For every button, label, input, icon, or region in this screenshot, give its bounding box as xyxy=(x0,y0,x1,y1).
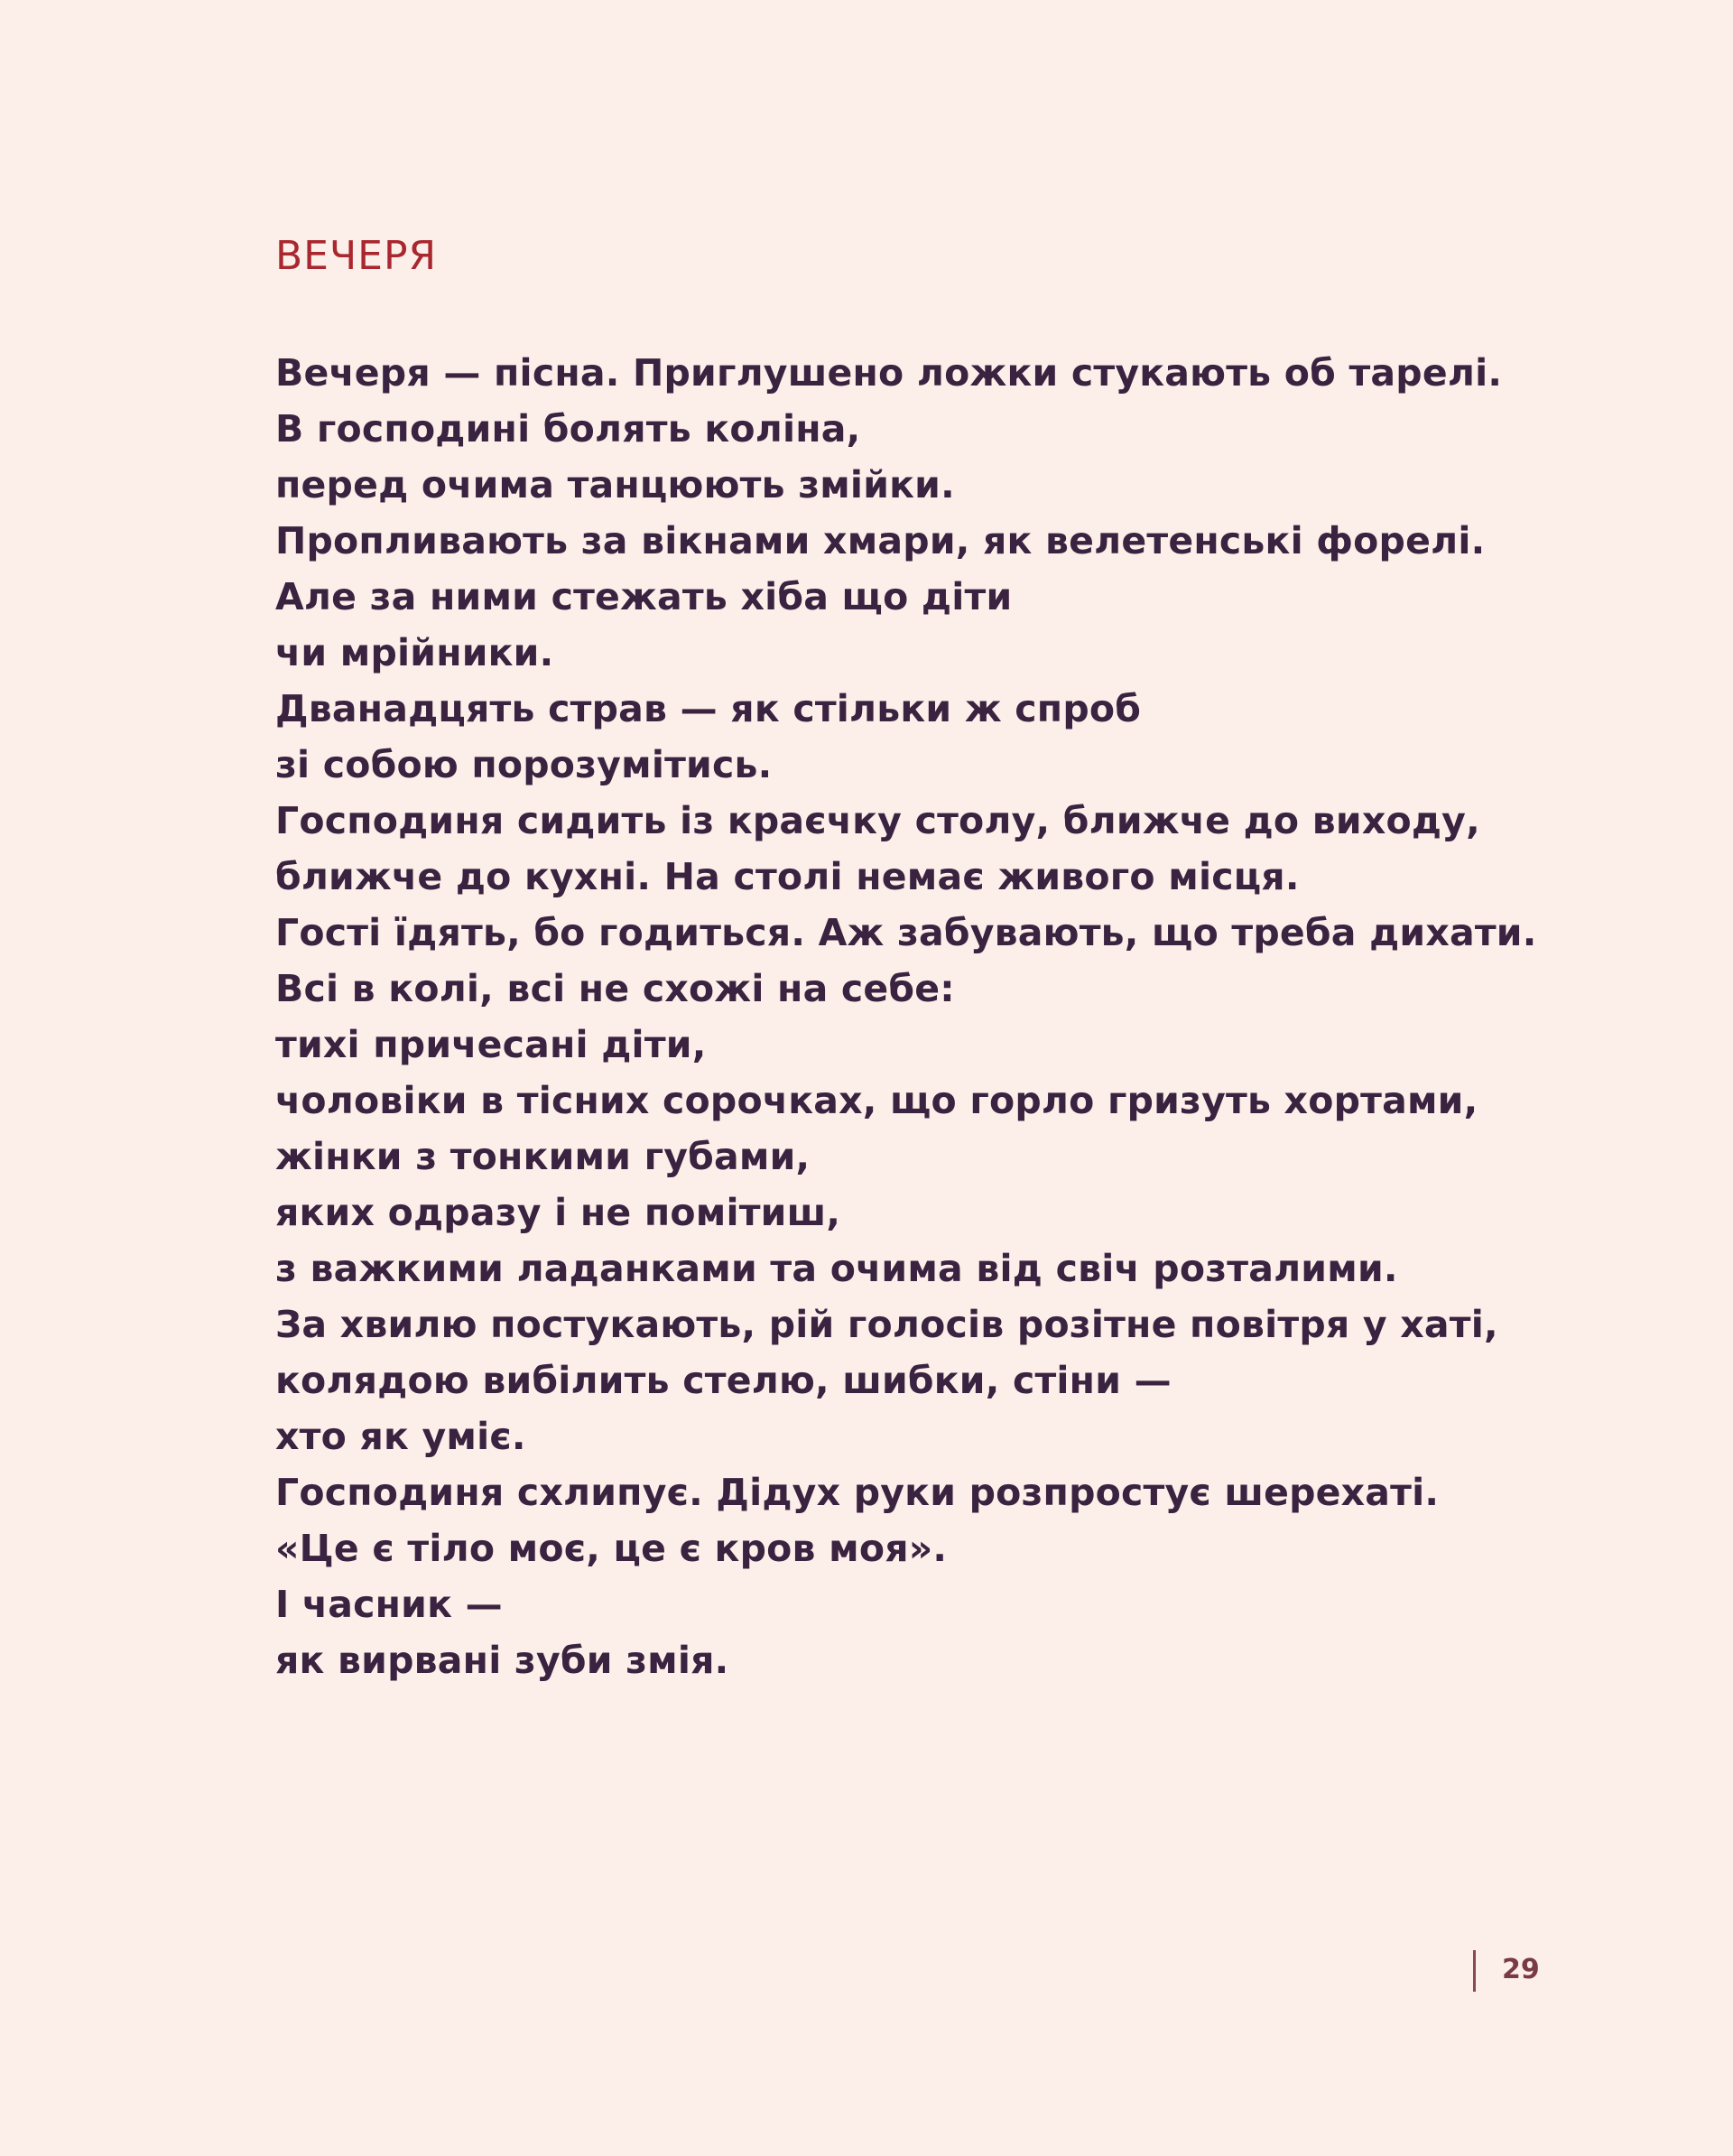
poem-line: За хвилю постукають, рій голосів розітне повітря у хаті, xyxy=(275,1303,1498,1346)
poem-line: Дванадцять страв — як стільки ж спроб xyxy=(275,687,1142,730)
page-number: 29 xyxy=(1502,1954,1540,1985)
poem-line: тихі причесані діти, xyxy=(275,1023,707,1066)
poem-line: Всі в колі, всі не схожі на себе: xyxy=(275,967,955,1010)
poem-line: Господиня сидить із краєчку столу, ближче до виходу, xyxy=(275,799,1480,842)
poem-title: ВЕЧЕРЯ xyxy=(275,233,438,279)
poem-line: Але за ними стежать хіба що діти xyxy=(275,575,1013,618)
poem-line: як вирвані зуби змія. xyxy=(275,1639,729,1682)
poem-line: ближче до кухні. На столі немає живого місця. xyxy=(275,855,1300,898)
poem-line: чи мрійники. xyxy=(275,631,554,674)
poem-line: перед очима танцюють змійки. xyxy=(275,463,955,506)
poem-line: І часник — xyxy=(275,1583,503,1626)
poem-body xyxy=(275,345,1537,1688)
poem-line: Пропливають за вікнами хмари, як велетенські форелі. xyxy=(275,519,1486,562)
poem-line: В господині болять коліна, xyxy=(275,407,861,451)
poem-line: «Це є тіло моє, це є кров моя». xyxy=(275,1527,948,1570)
poem-line: Господиня схлипує. Дідух руки розпростує шерехаті. xyxy=(275,1471,1440,1514)
poem-line: зі собою порозумітись. xyxy=(275,743,773,786)
poem-line: хто як уміє. xyxy=(275,1415,526,1458)
poem-line: чоловіки в тісних сорочках, що горло гризуть хортами, xyxy=(275,1079,1478,1122)
poem-line: Вечеря — пісна. Приглушено ложки стукають об тарелі. xyxy=(275,351,1503,395)
poem-line: Гості їдять, бо годиться. Аж забувають, що треба дихати. xyxy=(275,911,1537,954)
poem-line: з важкими ладанками та очима від свіч розталими. xyxy=(275,1247,1398,1290)
poem-line: жінки з тонкими губами, xyxy=(275,1135,811,1178)
poem-line: колядою вибілить стелю, шибки, стіни — xyxy=(275,1359,1172,1402)
poem-line: яких одразу і не помітиш, xyxy=(275,1191,841,1234)
page-number-divider xyxy=(1473,1950,1476,1992)
